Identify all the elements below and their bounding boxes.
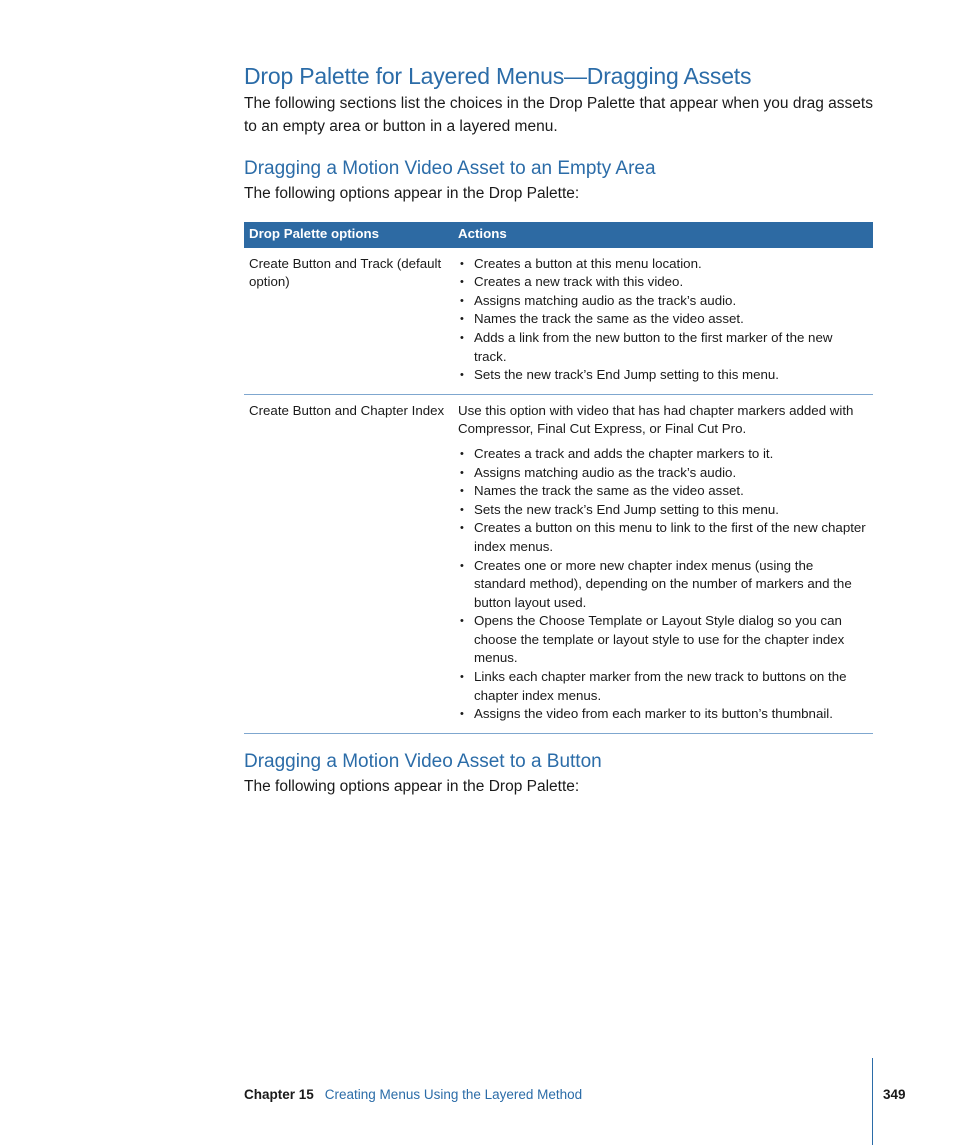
list-item: • Names the track the same as the video asset. <box>458 482 868 501</box>
section-heading-button: Dragging a Motion Video Asset to a Button <box>244 750 602 772</box>
list-item: • Sets the new track’s End Jump setting to this menu. <box>458 501 868 520</box>
intro-paragraph: The following sections list the choices in the Drop Palette that appear when you drag assets to an empty area or button in a layered menu. <box>244 95 873 135</box>
list-item: • Creates a new track with this video. <box>458 273 868 292</box>
column-header-actions: Actions <box>453 222 873 248</box>
list-item: • Links each chapter marker from the new track to buttons on the chapter index menus. <box>458 668 868 705</box>
list-item: • Assigns matching audio as the track’s audio. <box>458 292 868 311</box>
option-note: Use this option with video that has had chapter markers added with Compressor, Final Cut Express, or Final Cut Pro. <box>458 402 854 437</box>
actions-list <box>458 445 868 724</box>
table-row <box>244 394 873 733</box>
list-item: • Creates a button at this menu location. <box>458 255 868 274</box>
actions-cell <box>453 248 873 395</box>
footer-divider <box>872 1058 873 1145</box>
table-header-row <box>244 222 873 248</box>
column-header-options: Drop Palette options <box>244 222 453 248</box>
section-heading-empty-area: Dragging a Motion Video Asset to an Empty Area <box>244 158 656 179</box>
page-title: Drop Palette for Layered Menus—Dragging Assets <box>244 63 752 89</box>
list-item: • Assigns matching audio as the track’s audio. <box>458 464 868 483</box>
list-item: • Creates a button on this menu to link to the first of the new chapter index menus. <box>458 519 868 556</box>
list-item: • Sets the new track’s End Jump setting to this menu. <box>458 366 868 385</box>
actions-list <box>458 255 868 385</box>
list-item: • Assigns the video from each marker to its button’s thumbnail. <box>458 705 868 724</box>
list-item: • Opens the Choose Template or Layout Style dialog so you can choose the template or layout style to use for the chapter index menus. <box>458 612 868 668</box>
list-item: • Adds a link from the new button to the first marker of the new track. <box>458 329 868 366</box>
page-content <box>244 60 873 798</box>
list-item: • Creates a track and adds the chapter markers to it. <box>458 445 868 464</box>
option-cell: Create Button and Track (default option) <box>244 248 453 395</box>
section-lead-button: The following options appear in the Drop Palette: <box>244 777 580 795</box>
drop-palette-table <box>244 222 873 734</box>
option-cell: Create Button and Chapter Index <box>244 394 453 733</box>
footer-chapter-title: Creating Menus Using the Layered Method <box>324 1087 583 1102</box>
list-item: • Creates one or more new chapter index menus (using the standard method), depending on the number of markers and the button layout used. <box>458 557 868 613</box>
table-row <box>244 248 873 395</box>
page-footer <box>244 1086 582 1104</box>
list-item: • Names the track the same as the video asset. <box>458 310 868 329</box>
section-lead-empty-area: The following options appear in the Drop Palette: <box>244 185 580 202</box>
footer-chapter: Chapter 15 <box>244 1087 314 1102</box>
page-number: 349 <box>883 1087 906 1102</box>
actions-cell <box>453 394 873 733</box>
